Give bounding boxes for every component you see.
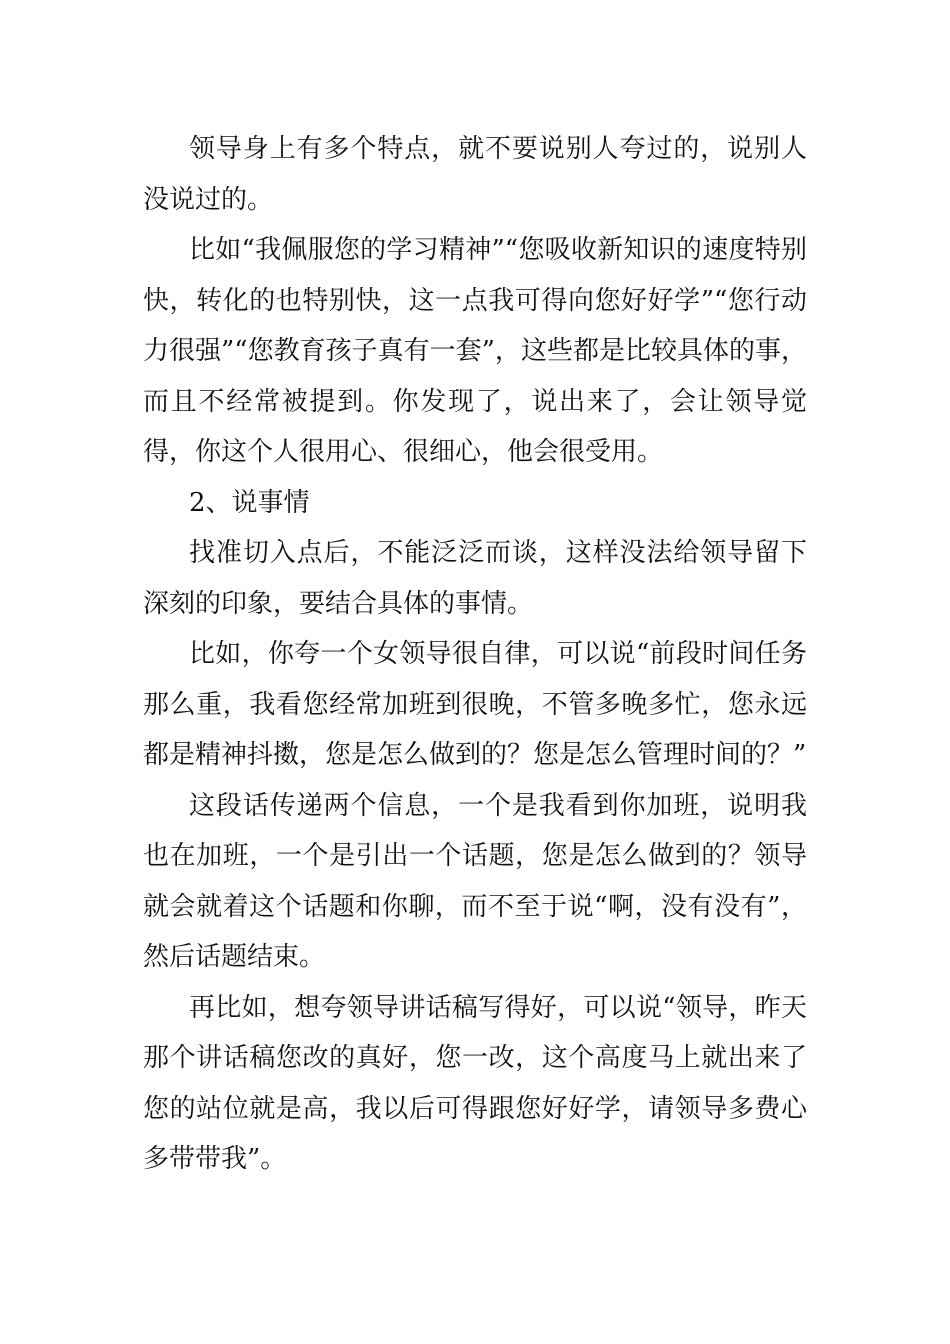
- paragraph-4: 比如，你夸一个女领导很自律，可以说“前段时间任务那么重，我看您经常加班到很晚，不管多晚多忙，您永远都是精神抖擞，您是怎么做到的？您是怎么管理时间的？”: [143, 639, 807, 770]
- paragraph-6: 再比如，想夸领导讲话稿写得好，可以说“领导，昨天那个讲话稿您改的真好，您一改，这个高度马上就出来了您的站位就是高，我以后可得跟您好好学，请领导多费心多带带我”。: [143, 992, 807, 1174]
- document-body: [143, 124, 807, 1185]
- paragraph-1: 领导身上有多个特点，就不要说别人夸过的，说别人没说过的。: [143, 134, 807, 215]
- section-heading: 2、说事情: [189, 487, 310, 518]
- paragraph-3: 找准切入点后，不能泛泛而谈，这样没法给领导留下深刻的印象，要结合具体的事情。: [143, 538, 807, 619]
- paragraph-5: 这段话传递两个信息，一个是我看到你加班，说明我也在加班，一个是引出一个话题，您是怎么做到的？领导就会就着这个话题和你聊，而不至于说“啊，没有没有”，然后话题结束。: [143, 790, 807, 972]
- paragraph-2: 比如“我佩服您的学习精神”“您吸收新知识的速度特别快，转化的也特别快，这一点我可得向您好好学”“您行动力很强”“您教育孩子真有一套”，这些都是比较具体的事，而且不经常被提到。你发现了，说出来了，会让领导觉得，你这个人很用心、很细心，他会很受用。: [143, 235, 807, 467]
